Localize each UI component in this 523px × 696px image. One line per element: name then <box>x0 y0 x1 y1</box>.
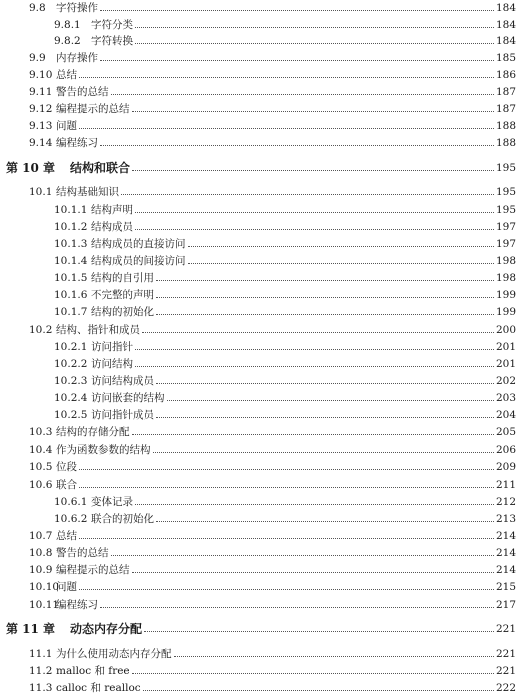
dot-leader <box>79 538 494 539</box>
entry-title: 字符转换 <box>91 35 133 47</box>
toc-entry[interactable] <box>0 101 523 117</box>
entry-page-number: 206 <box>495 444 516 456</box>
entry-title: 结构成员的直接访问 <box>91 238 186 250</box>
entry-number: 10.1.4 <box>54 255 88 267</box>
entry-page-number: 195 <box>495 186 516 198</box>
toc-entry[interactable] <box>0 33 523 49</box>
dot-leader <box>156 314 494 315</box>
toc-entry[interactable] <box>0 407 523 423</box>
entry-title: 结构声明 <box>91 204 133 216</box>
entry-title: 结构成员的间接访问 <box>91 255 186 267</box>
entry-title: 联合 <box>56 479 77 491</box>
entry-title: 为什么使用动态内存分配 <box>56 648 172 660</box>
entry-page-number: 214 <box>495 564 516 576</box>
entry-page-number: 214 <box>495 547 516 559</box>
entry-number: 11.3 <box>29 682 53 694</box>
entry-number: 10.1.7 <box>54 306 88 318</box>
entry-page-number: 202 <box>495 375 516 387</box>
dot-leader <box>79 77 494 78</box>
toc-entry[interactable] <box>0 459 523 475</box>
dot-leader <box>153 452 494 453</box>
dot-leader <box>135 229 494 230</box>
toc-entry[interactable] <box>0 373 523 389</box>
dot-leader <box>111 94 494 95</box>
toc-entry[interactable] <box>0 118 523 134</box>
entry-number: 10.9 <box>29 564 53 576</box>
entry-page-number: 198 <box>495 272 516 284</box>
entry-page-number: 186 <box>495 69 516 81</box>
dot-leader <box>79 128 494 129</box>
entry-title: 总结 <box>56 530 77 542</box>
entry-page-number: 221 <box>495 623 516 635</box>
dot-leader <box>135 43 494 44</box>
entry-title: 总结 <box>56 69 77 81</box>
toc-entry[interactable] <box>0 202 523 218</box>
entry-number: 10.6 <box>29 479 53 491</box>
entry-title: 编程提示的总结 <box>56 564 130 576</box>
toc-entry[interactable] <box>0 84 523 100</box>
dot-leader <box>156 521 494 522</box>
dot-leader <box>188 263 494 264</box>
toc-entry[interactable] <box>0 494 523 510</box>
entry-page-number: 213 <box>495 513 516 525</box>
entry-title: 访问指针 <box>91 341 133 353</box>
dot-leader <box>121 194 494 195</box>
toc-entry[interactable] <box>0 562 523 578</box>
dot-leader <box>79 589 494 590</box>
entry-title: 问题 <box>56 581 77 593</box>
dot-leader <box>143 690 494 691</box>
entry-page-number: 197 <box>495 221 516 233</box>
entry-number: 第 11 章 <box>6 622 56 636</box>
entry-number: 10.1.2 <box>54 221 88 233</box>
dot-leader <box>135 349 494 350</box>
entry-number: 10.2.3 <box>54 375 88 387</box>
dot-leader <box>135 504 494 505</box>
entry-page-number: 214 <box>495 530 516 542</box>
entry-number: 10.7 <box>29 530 53 542</box>
entry-title: 编程练习 <box>56 137 98 149</box>
entry-number: 10.4 <box>29 444 53 456</box>
toc-entry[interactable] <box>0 646 523 662</box>
entry-page-number: 187 <box>495 86 516 98</box>
entry-number: 第 10 章 <box>6 161 56 175</box>
entry-number: 9.13 <box>29 120 53 132</box>
entry-title: 编程练习 <box>56 599 98 611</box>
dot-leader <box>132 673 494 674</box>
entry-page-number: 187 <box>495 103 516 115</box>
entry-number: 10.1.1 <box>54 204 88 216</box>
entry-number: 11.1 <box>29 648 53 660</box>
toc-entry[interactable] <box>0 322 523 338</box>
entry-title: 编程提示的总结 <box>56 103 130 115</box>
entry-title: 字符分类 <box>91 19 133 31</box>
entry-page-number: 184 <box>495 19 516 31</box>
toc-entry[interactable] <box>0 511 523 527</box>
entry-title: 结构的存储分配 <box>56 426 130 438</box>
entry-number: 10.1.3 <box>54 238 88 250</box>
entry-page-number: 185 <box>495 52 516 64</box>
entry-page-number: 198 <box>495 255 516 267</box>
entry-page-number: 188 <box>495 120 516 132</box>
entry-title: 结构成员 <box>91 221 133 233</box>
entry-title: 内存操作 <box>56 52 98 64</box>
entry-number: 9.12 <box>29 103 53 115</box>
toc-entry[interactable] <box>0 253 523 269</box>
entry-page-number: 205 <box>495 426 516 438</box>
entry-number: 10.1.5 <box>54 272 88 284</box>
toc-entry[interactable] <box>0 135 523 151</box>
toc-entry[interactable] <box>0 50 523 66</box>
entry-number: 10.2.2 <box>54 358 88 370</box>
entry-number: 9.8.2 <box>54 35 81 47</box>
toc-chapter-entry[interactable] <box>0 160 523 176</box>
dot-leader <box>132 170 494 171</box>
toc-entry[interactable] <box>0 236 523 252</box>
dot-leader <box>79 469 494 470</box>
entry-page-number: 184 <box>495 2 516 14</box>
entry-title: 联合的初始化 <box>91 513 154 525</box>
entry-number: 10.2.4 <box>54 392 88 404</box>
dot-leader <box>188 246 494 247</box>
entry-number: 11.2 <box>29 665 53 677</box>
entry-page-number: 215 <box>495 581 516 593</box>
dot-leader <box>79 487 494 488</box>
entry-page-number: 200 <box>495 324 516 336</box>
dot-leader <box>132 434 494 435</box>
entry-title: 访问结构 <box>91 358 133 370</box>
entry-page-number: 211 <box>495 479 516 491</box>
entry-page-number: 199 <box>495 289 516 301</box>
entry-page-number: 195 <box>495 162 516 174</box>
dot-leader <box>100 607 494 608</box>
toc-entry[interactable] <box>0 184 523 200</box>
dot-leader <box>135 212 494 213</box>
toc-entry[interactable] <box>0 67 523 83</box>
entry-number: 10.2.5 <box>54 409 88 421</box>
entry-number: 10.6.1 <box>54 496 88 508</box>
entry-number: 9.14 <box>29 137 53 149</box>
toc-entry[interactable] <box>0 597 523 613</box>
toc-entry[interactable] <box>0 0 523 16</box>
entry-number: 10.11 <box>29 599 60 611</box>
entry-page-number: 195 <box>495 204 516 216</box>
entry-number: 9.8.1 <box>54 19 81 31</box>
entry-title: 不完整的声明 <box>91 289 154 301</box>
dot-leader <box>100 145 494 146</box>
entry-title: 结构的自引用 <box>91 272 154 284</box>
entry-title: 结构基础知识 <box>56 186 119 198</box>
toc-entry[interactable] <box>0 219 523 235</box>
toc-entry[interactable] <box>0 663 523 679</box>
entry-page-number: 212 <box>495 496 516 508</box>
toc-entry[interactable] <box>0 287 523 303</box>
entry-page-number: 203 <box>495 392 516 404</box>
dot-leader <box>135 366 494 367</box>
toc-entry[interactable] <box>0 304 523 320</box>
entry-number: 10.5 <box>29 461 53 473</box>
entry-title: 警告的总结 <box>56 86 109 98</box>
toc-chapter-entry[interactable] <box>0 621 523 637</box>
entry-title: 变体记录 <box>91 496 133 508</box>
toc-entry[interactable] <box>0 390 523 406</box>
toc-entry[interactable] <box>0 424 523 440</box>
entry-number: 9.10 <box>29 69 53 81</box>
entry-page-number: 199 <box>495 306 516 318</box>
dot-leader <box>100 60 494 61</box>
dot-leader <box>156 297 494 298</box>
entry-title: 问题 <box>56 120 77 132</box>
entry-title: 字符操作 <box>56 2 98 14</box>
entry-page-number: 204 <box>495 409 516 421</box>
dot-leader <box>156 383 494 384</box>
toc-entry[interactable] <box>0 270 523 286</box>
entry-number: 10.6.2 <box>54 513 88 525</box>
toc-entry[interactable] <box>0 579 523 595</box>
toc-entry[interactable] <box>0 17 523 33</box>
entry-title: malloc 和 free <box>56 665 130 677</box>
entry-number: 10.2.1 <box>54 341 88 353</box>
dot-leader <box>142 332 494 333</box>
dot-leader <box>156 280 494 281</box>
entry-title: 访问指针成员 <box>91 409 154 421</box>
entry-title: 动态内存分配 <box>70 622 143 636</box>
entry-title: 警告的总结 <box>56 547 109 559</box>
entry-page-number: 184 <box>495 35 516 47</box>
entry-page-number: 201 <box>495 341 516 353</box>
entry-title: calloc 和 realloc <box>56 682 141 694</box>
entry-number: 10.8 <box>29 547 53 559</box>
dot-leader <box>174 656 494 657</box>
toc-entry[interactable] <box>0 545 523 561</box>
entry-title: 结构、指针和成员 <box>56 324 140 336</box>
dot-leader <box>144 631 494 632</box>
toc-entry[interactable] <box>0 477 523 493</box>
entry-number: 9.9 <box>29 52 46 64</box>
entry-number: 10.1 <box>29 186 53 198</box>
dot-leader <box>167 400 494 401</box>
entry-page-number: 221 <box>495 648 516 660</box>
entry-title: 访问结构成员 <box>91 375 154 387</box>
dot-leader <box>132 111 494 112</box>
dot-leader <box>156 417 494 418</box>
entry-title: 位段 <box>56 461 77 473</box>
entry-page-number: 188 <box>495 137 516 149</box>
entry-number: 9.8 <box>29 2 46 14</box>
entry-page-number: 217 <box>495 599 516 611</box>
toc-entry[interactable] <box>0 339 523 355</box>
entry-page-number: 197 <box>495 238 516 250</box>
entry-number: 10.3 <box>29 426 53 438</box>
entry-page-number: 209 <box>495 461 516 473</box>
dot-leader <box>100 10 494 11</box>
entry-title: 结构的初始化 <box>91 306 154 318</box>
entry-page-number: 222 <box>495 682 516 694</box>
toc-entry[interactable] <box>0 528 523 544</box>
entry-title: 结构和联合 <box>70 161 131 175</box>
entry-number: 10.2 <box>29 324 53 336</box>
toc-entry[interactable] <box>0 356 523 372</box>
entry-number: 10.10 <box>29 581 60 593</box>
dot-leader <box>135 27 494 28</box>
entry-number: 9.11 <box>29 86 53 98</box>
dot-leader <box>132 572 494 573</box>
entry-page-number: 221 <box>495 665 516 677</box>
dot-leader <box>111 555 494 556</box>
entry-title: 作为函数参数的结构 <box>56 444 151 456</box>
toc-entry[interactable] <box>0 442 523 458</box>
entry-page-number: 201 <box>495 358 516 370</box>
entry-title: 访问嵌套的结构 <box>91 392 165 404</box>
entry-number: 10.1.6 <box>54 289 88 301</box>
